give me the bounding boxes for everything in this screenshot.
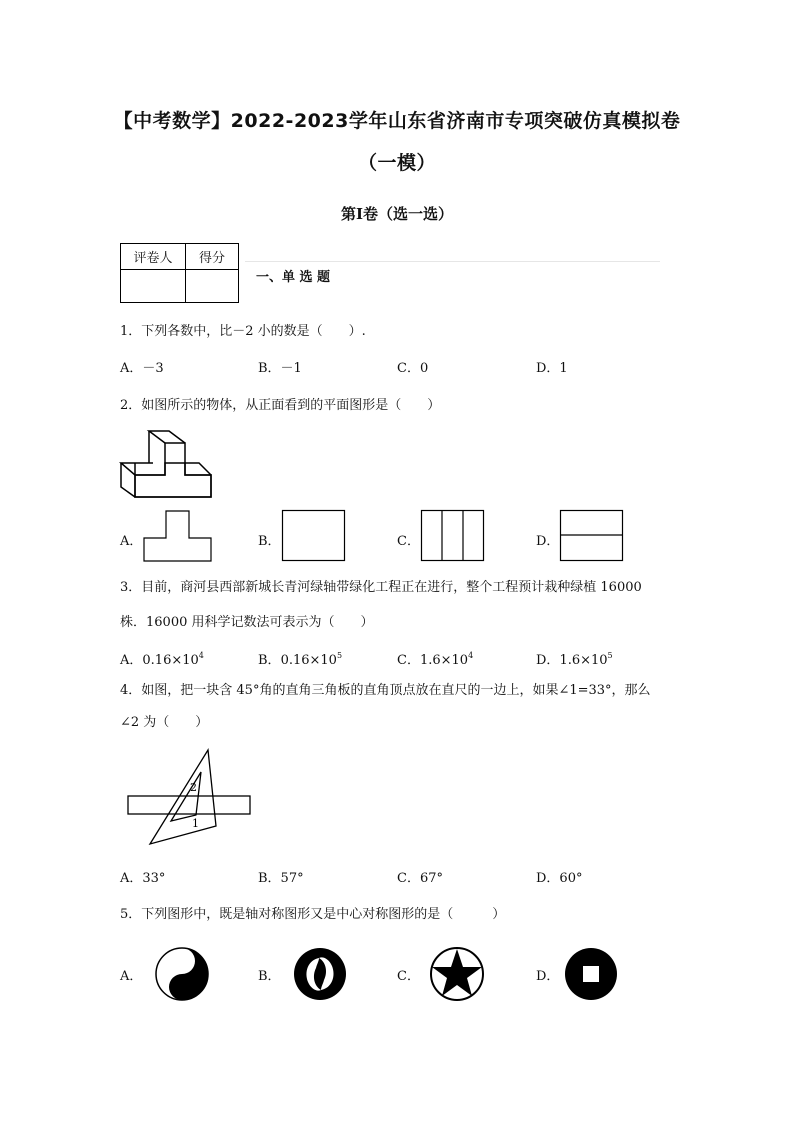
q2-option-a: A． (120, 534, 143, 549)
question-5-stem: 5．下列图形中，既是轴对称图形又是中心对称图形的是（ ） (120, 907, 506, 922)
q4-ruler-triangle-figure (126, 748, 256, 848)
angle-2-label: 2 (190, 781, 197, 794)
score-table-score-header: 得分 (186, 244, 239, 270)
q1-option-c: C．0 (397, 361, 429, 376)
q4-option-c: C．67° (397, 871, 443, 886)
q3-option-c: C．$1.6\times 10^4$ (397, 651, 474, 668)
score-table-grader-cell (121, 270, 186, 303)
q5-option-d: D． (536, 969, 560, 984)
q5-option-c: C． (397, 969, 420, 984)
q3-option-b: B．$0.16\times 10^5$ (258, 651, 343, 668)
q3-option-d: D．$1.6\times 10^5$ (536, 651, 613, 668)
document-title-line1: 【中考数学】2022-2023学年山东省济南市专项突破仿真模拟卷 (113, 110, 681, 132)
swirl-logo-icon (292, 946, 348, 1002)
q2-3d-object-figure (115, 425, 215, 500)
question-3-stem-line1: 3．目前，商河县西部新城长青河绿轴带绿化工程正在进行，整个工程预计栽种绿植 16000 (120, 580, 642, 595)
q2-option-b: B． (258, 534, 281, 549)
q2-option-d: D． (536, 534, 560, 549)
divider-line (245, 261, 660, 262)
q2-option-c-three-columns (421, 510, 485, 562)
part-title: 一、单 选 题 (256, 270, 331, 285)
q2-option-c: C． (397, 534, 420, 549)
yin-yang-icon (154, 946, 210, 1002)
question-4-stem-line2: ∠2 为（ ） (120, 715, 209, 730)
q4-option-a: A．33° (120, 871, 166, 886)
q1-option-b: B．－1 (258, 361, 302, 376)
q2-option-a-t-shape (144, 510, 214, 562)
question-1-stem: 1．下列各数中，比－2 小的数是（ ）. (120, 324, 366, 339)
q2-option-d-two-rows (560, 510, 624, 562)
score-table (120, 243, 239, 303)
question-4-stem-line1: 4．如图，把一块含 45°角的直角三角板的直角顶点放在直尺的一边上，如果∠1=33°，那么 (120, 683, 651, 698)
score-table-score-cell (186, 270, 239, 303)
section-title: 第Ⅰ卷（选一选） (340, 205, 454, 223)
q4-option-b: B．57° (258, 871, 304, 886)
document-title-line2: （一模） (357, 152, 436, 174)
q4-option-d: D．60° (536, 871, 583, 886)
coin-with-square-hole-icon (563, 946, 619, 1002)
q5-option-a: A． (120, 969, 143, 984)
star-in-circle-icon (429, 946, 485, 1002)
score-table-grader-header: 评卷人 (121, 244, 186, 270)
q2-option-b-rectangle (282, 510, 346, 562)
q1-option-a: A．－3 (120, 361, 164, 376)
q1-option-d: D．1 (536, 361, 568, 376)
angle-1-label: 1 (192, 817, 199, 830)
q3-option-a: A．$0.16\times 10^4$ (120, 651, 204, 668)
question-2-stem: 2．如图所示的物体，从正面看到的平面图形是（ ） (120, 398, 441, 413)
q5-option-b: B． (258, 969, 281, 984)
question-3-stem-line2: 株．16000 用科学记数法可表示为（ ） (120, 615, 374, 630)
